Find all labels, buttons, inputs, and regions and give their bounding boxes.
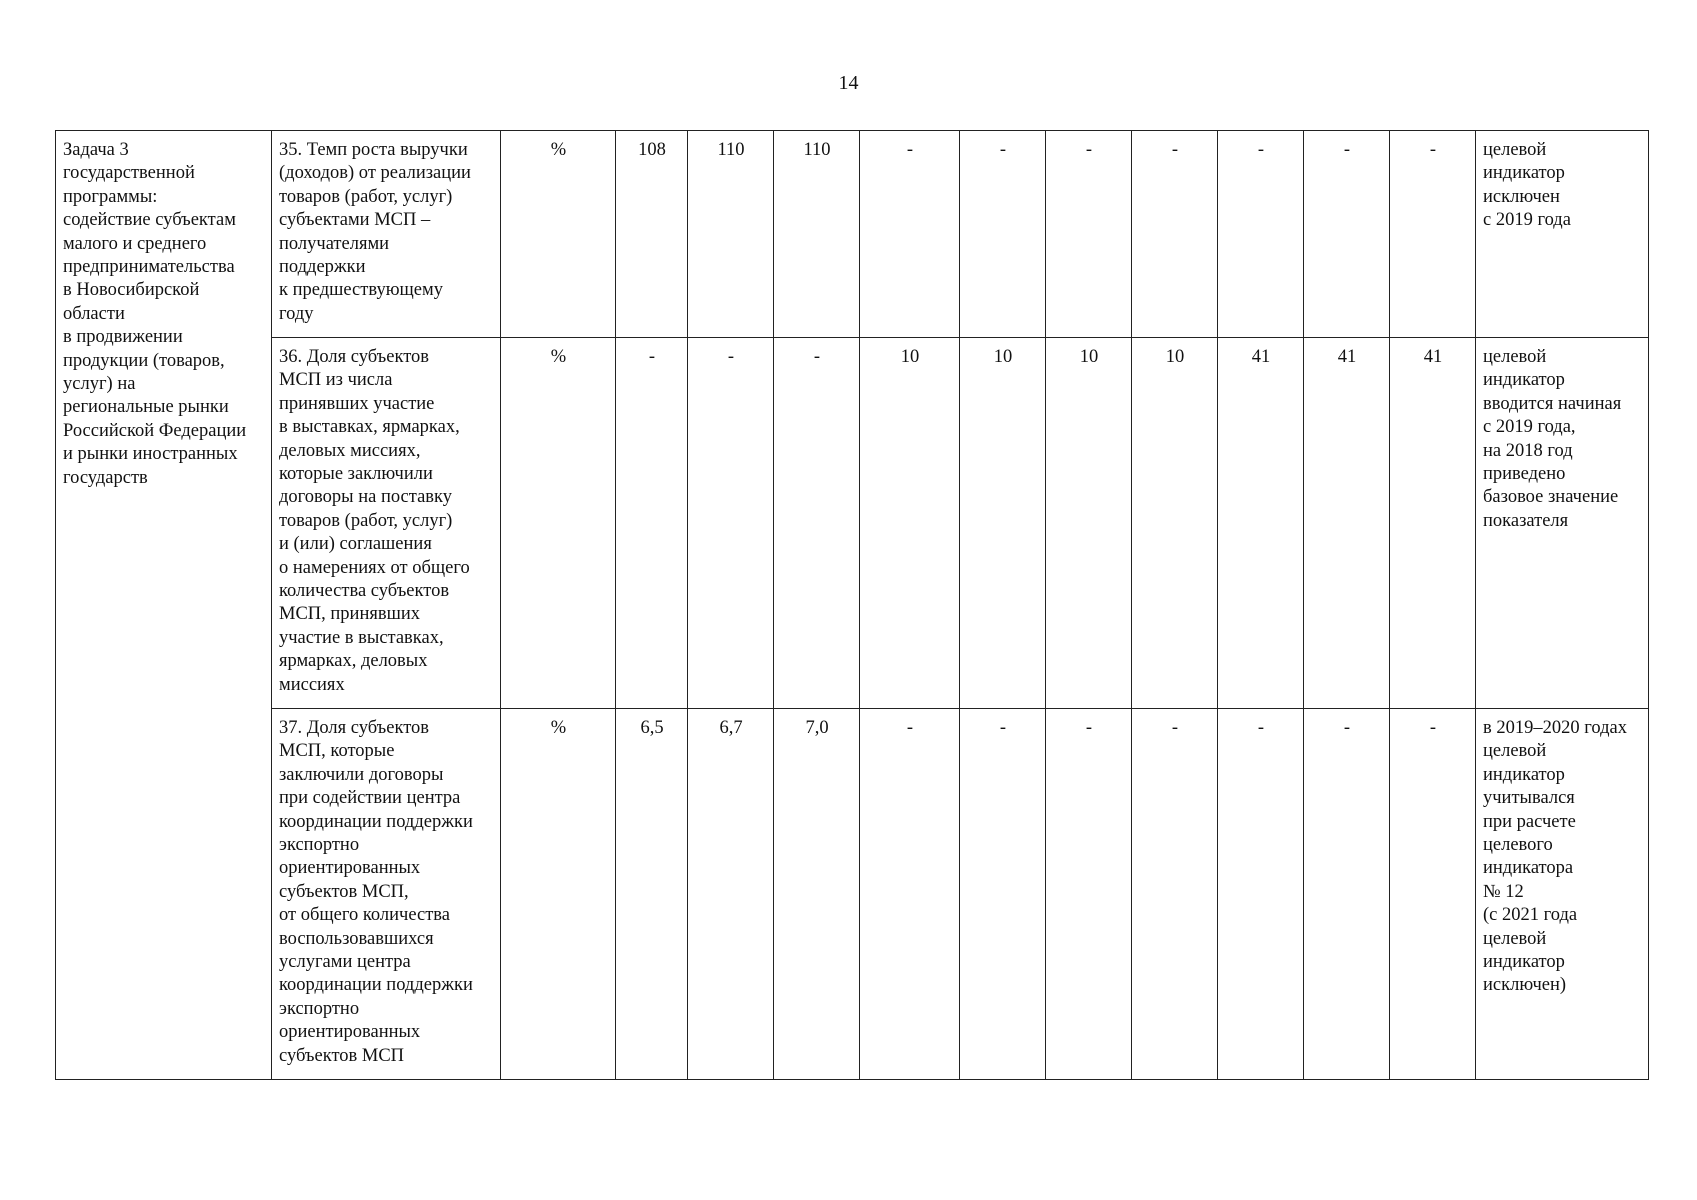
task-cell: Задача 3 государственной программы: содействие субъектам малого и среднего предпринимательства в Новосибирской области в продвижении продукции (товаров, услуг) на региональные рынки Российской Федерации и рынки иностранных государств bbox=[56, 131, 272, 1080]
value-cell: 41 bbox=[1218, 338, 1304, 709]
value-cell: - bbox=[1304, 131, 1390, 338]
value-cell: 6,5 bbox=[616, 709, 688, 1080]
note-cell: целевой индикатор исключен с 2019 года bbox=[1476, 131, 1649, 338]
value-cell: - bbox=[1132, 131, 1218, 338]
value-cell: - bbox=[616, 338, 688, 709]
value-cell: - bbox=[1046, 131, 1132, 338]
value-cell: 108 bbox=[616, 131, 688, 338]
value-cell: 41 bbox=[1304, 338, 1390, 709]
table-row bbox=[56, 131, 1649, 338]
value-cell: - bbox=[1218, 709, 1304, 1080]
value-cell: - bbox=[860, 131, 960, 338]
table-row bbox=[56, 709, 1649, 1080]
unit-cell: % bbox=[501, 131, 616, 338]
page-number: 14 bbox=[838, 72, 859, 94]
value-cell: - bbox=[1390, 131, 1476, 338]
value-cell: - bbox=[1390, 709, 1476, 1080]
indicators-table bbox=[55, 130, 1649, 1080]
note-cell: в 2019–2020 годах целевой индикатор учитывался при расчете целевого индикатора № 12 (с 2021 года целевой индикатор исключен) bbox=[1476, 709, 1649, 1080]
note-cell: целевой индикатор вводится начиная с 2019 года, на 2018 год приведено базовое значение показателя bbox=[1476, 338, 1649, 709]
value-cell: - bbox=[1132, 709, 1218, 1080]
unit-cell: % bbox=[501, 338, 616, 709]
table-row bbox=[56, 338, 1649, 709]
value-cell: 110 bbox=[774, 131, 860, 338]
value-cell: 41 bbox=[1390, 338, 1476, 709]
indicator-name: 36. Доля субъектов МСП из числа принявших участие в выставках, ярмарках, деловых миссиях, которые заключили договоры на поставку товаров (работ, услуг) и (или) соглашения о намерениях от общего количества субъектов МСП, принявших участие в выставках, ярмарках, деловых миссиях bbox=[272, 338, 501, 709]
unit-cell: % bbox=[501, 709, 616, 1080]
value-cell: 10 bbox=[1046, 338, 1132, 709]
value-cell: 110 bbox=[688, 131, 774, 338]
value-cell: - bbox=[1304, 709, 1390, 1080]
indicator-name: 35. Темп роста выручки (доходов) от реализации товаров (работ, услуг) субъектами МСП – получателями поддержки к предшествующему году bbox=[272, 131, 501, 338]
indicator-name: 37. Доля субъектов МСП, которые заключили договоры при содействии центра координации поддержки экспортно ориентированных субъектов МСП, от общего количества воспользовавшихся услугами центра координации поддержки экспортно ориентированных субъектов МСП bbox=[272, 709, 501, 1080]
value-cell: 7,0 bbox=[774, 709, 860, 1080]
value-cell: 10 bbox=[860, 338, 960, 709]
value-cell: - bbox=[774, 338, 860, 709]
value-cell: - bbox=[1046, 709, 1132, 1080]
value-cell: - bbox=[960, 131, 1046, 338]
value-cell: 6,7 bbox=[688, 709, 774, 1080]
value-cell: - bbox=[960, 709, 1046, 1080]
value-cell: - bbox=[860, 709, 960, 1080]
value-cell: - bbox=[1218, 131, 1304, 338]
value-cell: - bbox=[688, 338, 774, 709]
value-cell: 10 bbox=[960, 338, 1046, 709]
value-cell: 10 bbox=[1132, 338, 1218, 709]
